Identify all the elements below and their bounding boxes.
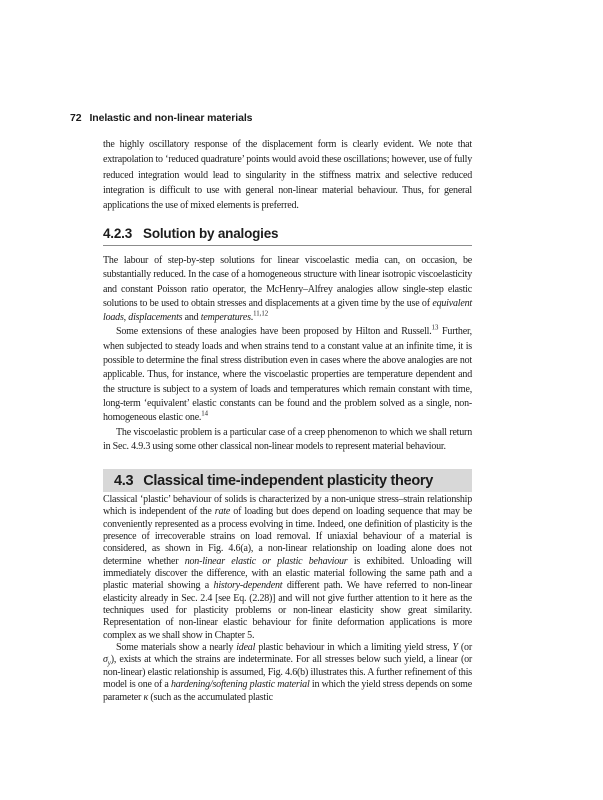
paragraph-materials <box>103 642 472 704</box>
page-number: 72 <box>70 112 82 124</box>
page-header <box>70 112 252 124</box>
text-run: is exhibited. Unloading will immediately discover the difference, with an elastic material following the same path and a plastic material showing a <box>103 555 473 592</box>
text-run: hardening/softening plastic material <box>170 679 310 691</box>
paragraph-labour <box>103 254 472 325</box>
text-run: plastic behaviour in which a limiting yield stress, <box>255 642 453 654</box>
text-run: Classical ‘plastic’ behaviour of solids is characterized by a non-unique stress–strain relationship which is independent of the <box>103 494 472 518</box>
running-title: Inelastic and non-linear materials <box>89 112 253 124</box>
heading-rule <box>103 245 472 246</box>
text-run: The viscoelastic problem is a particular case of a creep phenomenon to which we shall return in Sec. 4.9.3 using some other classical non-linear models to represent material behaviour. <box>103 426 472 452</box>
text-run: Further, when subjected to steady loads and when strains tend to a constant value at an infinite time, it is possible to determine the final stress distribution even in cases where the above analogies are not applicable. Thus, for instance, where the viscoelastic properties are temperature dependent and the structure is subject to a system of loads and temperatures which remain constant with time, long-term ‘equivalent’ elastic constants can be found and the problem solved as a single, non-homogeneous elastic one. <box>103 326 472 424</box>
footnote-reference: 13 <box>431 325 439 333</box>
text-run: κ <box>143 691 149 703</box>
text-run: temperatures <box>200 312 251 324</box>
section-number: 4.2.3 <box>103 226 133 241</box>
text-run: y <box>107 660 111 668</box>
paragraph-extensions <box>103 325 472 425</box>
text-run: displacements <box>128 312 183 324</box>
text-run: history-dependent <box>213 580 283 592</box>
text-run: (such as the accumulated plastic <box>148 691 273 703</box>
text-run: Some materials show a nearly <box>116 642 237 654</box>
text-run: in which the yield stress depends on some parameter <box>103 679 472 703</box>
text-run: of loading but does depend on loading sequence that may be conveniently represented as a process evolving in time. Indeed, one definition of plasticity is the presence of irrecoverable strains on load removal. If uniaxial behaviour of a material is considered, as shown in Fig. 4.6(a), a non-linear relationship on loading alone does not determine whether <box>103 506 472 567</box>
text-run: different path. We have referred to non-linear elasticity already in Sec. 2.4 [see Eq. (2.28)] and will not give further attention to it here as the techniques used for plasticity problems or non-linear elasticity show great similarity. Representation of non-linear elastic behaviour for finite deformation applications is more complex as we shall show in Chapter 5. <box>103 580 473 641</box>
text-run: The labour of step-by-step solutions for linear viscoelastic media can, on occasion, be substantially reduced. In the case of a homogeneous structure with linear isotropic viscoelasticity and constant Poisson ratio operator, the McHenry–Alfrey analogies allow single-step elastic solutions to be used to obtain stresses and displacements at a given time by the use of <box>103 255 472 309</box>
text-run: σ <box>103 654 108 666</box>
section-heading-4-2-3 <box>103 226 472 241</box>
section-number: 4.3 <box>114 472 134 489</box>
section-4-3-body <box>103 494 472 704</box>
text-run: non-linear elastic or plastic behaviour <box>184 555 348 567</box>
section-title: Classical time-independent plasticity theory <box>143 472 434 489</box>
text-run: (or <box>457 642 472 654</box>
footnote-reference: 11,12 <box>253 310 269 318</box>
text-run: Y <box>452 642 458 654</box>
text-run: equivalent loads <box>103 297 472 324</box>
section-4-2-3-body <box>103 254 472 454</box>
footnote-reference: 14 <box>201 410 209 418</box>
text-run: and <box>182 312 201 324</box>
text-run: . <box>250 312 254 324</box>
paragraph-viscoelastic <box>103 426 472 455</box>
text-run: ideal <box>236 642 256 654</box>
text-run: rate <box>214 506 231 518</box>
text-run: , <box>123 312 129 324</box>
section-title: Solution by analogies <box>143 226 279 241</box>
paragraph-intro <box>103 137 472 213</box>
text-run: the highly oscillatory response of the displacement form is clearly evident. We note that extrapolation to ‘reduced quadrature’ points would avoid these oscillations; however, use of fully reduced integration would lead to singularity in the stiffness matrix and selective reduced integration is difficult to use with general non-linear material behaviour. Thus, for general applications the use of mixed elements is preferred. <box>103 139 472 212</box>
paragraph-classical <box>103 494 472 642</box>
text-run: Some extensions of these analogies have been proposed by Hilton and Russell. <box>116 326 432 338</box>
section-heading-4-3 <box>103 469 472 492</box>
text-run: ), exists at which the strains are indeterminate. For all stresses below such yield, a linear (or non-linear) elastic relationship is assumed, Fig. 4.6(b) illustrates this. A further refinement of this model is one of a <box>103 654 472 691</box>
